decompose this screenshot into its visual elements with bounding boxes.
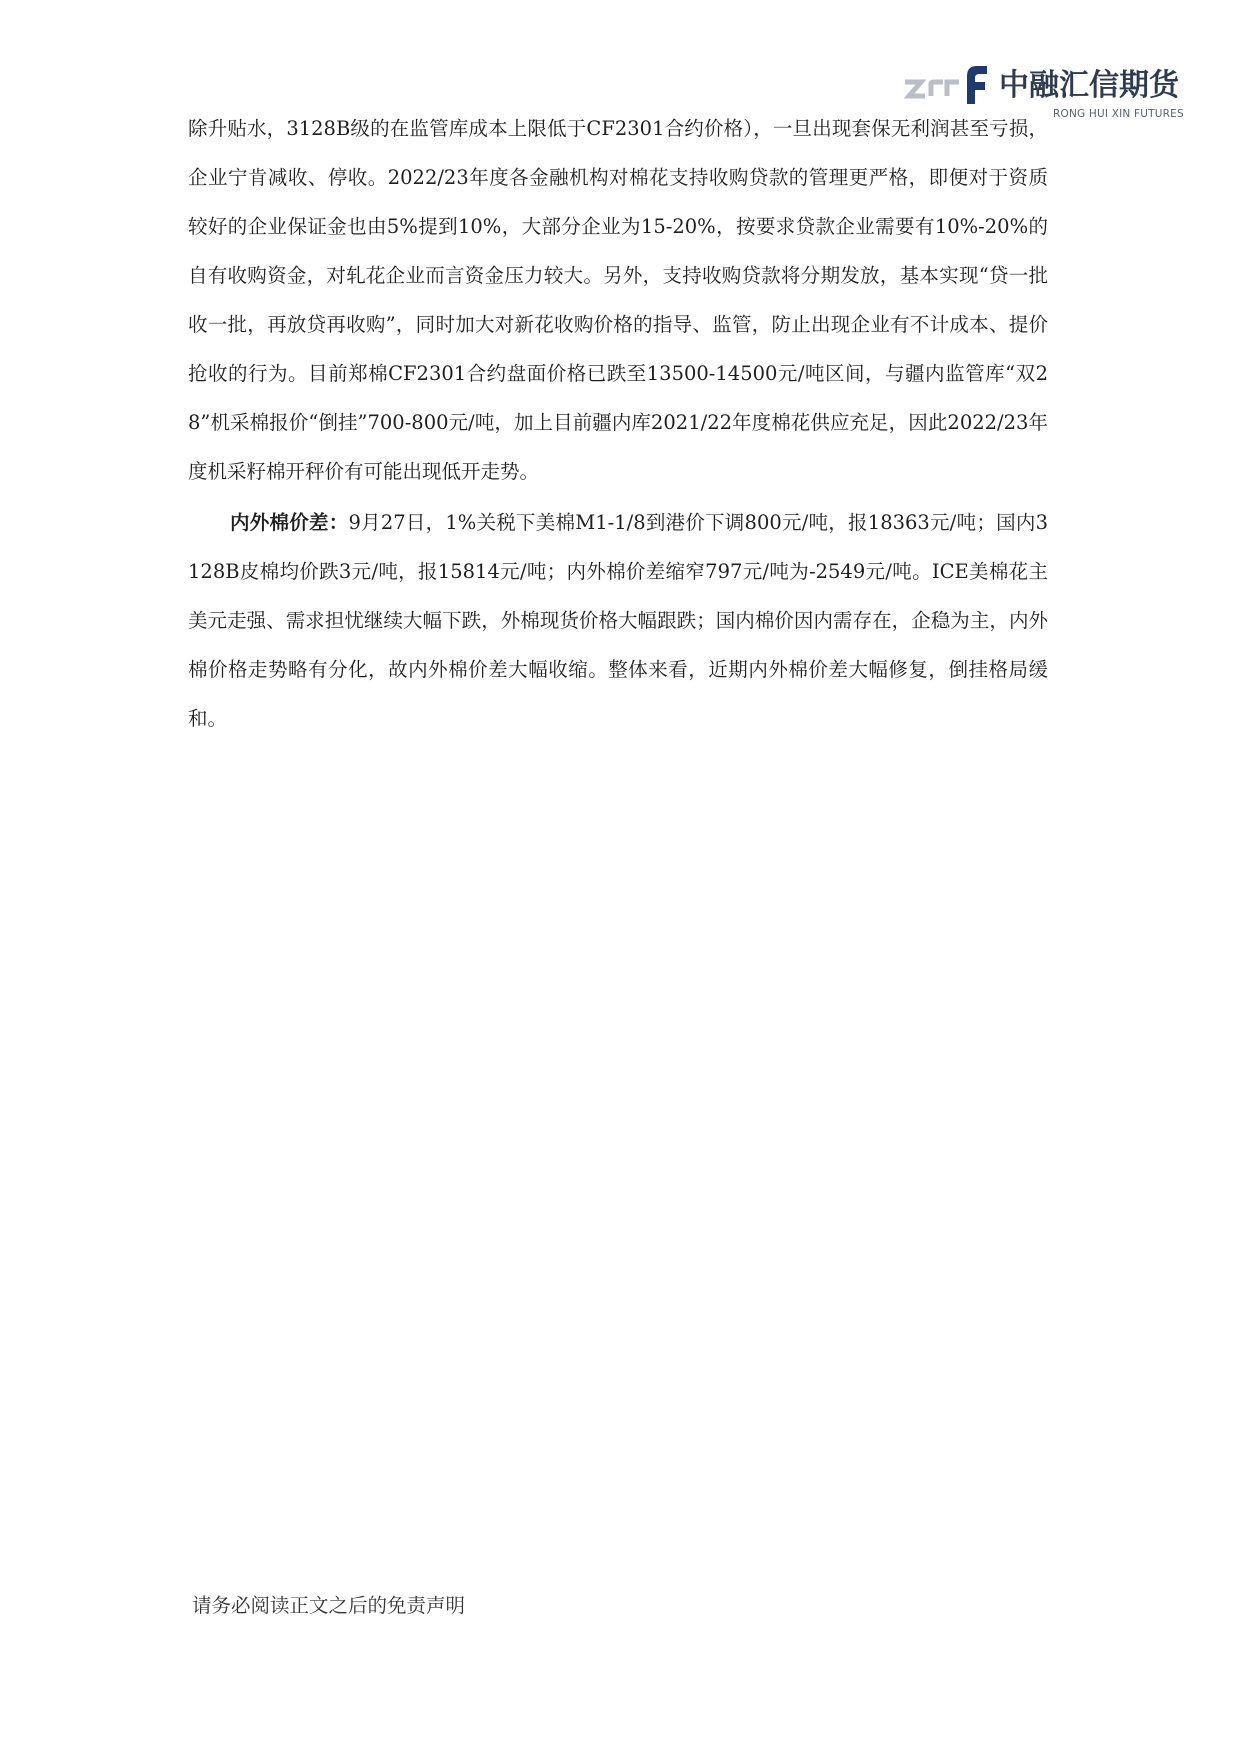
paragraph-2-heading: 内外棉价差： [230,511,349,534]
logo-english-name: RONG HUI XIN FUTURES [1053,108,1184,120]
document-body [188,104,1048,743]
paragraph-1: 除升贴水，3128B级的在监管库成本上限低于CF2301合约价格），一旦出现套保无利润甚至亏损，企业宁肯减收、停收。2022/23年度各金融机构对棉花支持收购贷款的管理更严格，即便对于资质较好的企业保证金也由5%提到10%，大部分企业为15-20%，按要求贷款企业需要有10%-20%的自有收购资金，对轧花企业而言资金压力较大。另外，支持收购贷款将分期发放，基本实现“贷一批收一批，再放贷再收购”，同时加大对新花收购价格的指导、监管，防止出现企业有不计成本、提价抢收的行为。目前郑棉CF2301合约盘面价格已跌至13500-14500元/吨区间，与疆内监管库“双28”机采棉报价“倒挂”700-800元/吨，加上目前疆内库2021/22年度棉花供应充足，因此2022/23年度机采籽棉开秤价有可能出现低开走势。 [188,117,1048,483]
logo-chinese-name: 中融汇信期货 [999,68,1179,103]
paragraph-2 [188,498,1048,743]
paragraph-2-text: 9月27日，1%关税下美棉M1-1/8到港价下调800元/吨，报18363元/吨；国内3128B皮棉均价跌3元/吨，报15814元/吨；内外棉价差缩窄797元/吨为-2549元/吨。ICE美棉花主美元走强、需求担忧继续大幅下跌，外棉现货价格大幅跟跌；国内棉价因内需存在，企稳为主，内外棉价格走势略有分化，故内外棉价差大幅收缩。整体来看，近期内外棉价差大幅修复，倒挂格局缓和。 [188,511,1048,730]
footer-disclaimer: 请务必阅读正文之后的免责声明 [192,1594,466,1617]
